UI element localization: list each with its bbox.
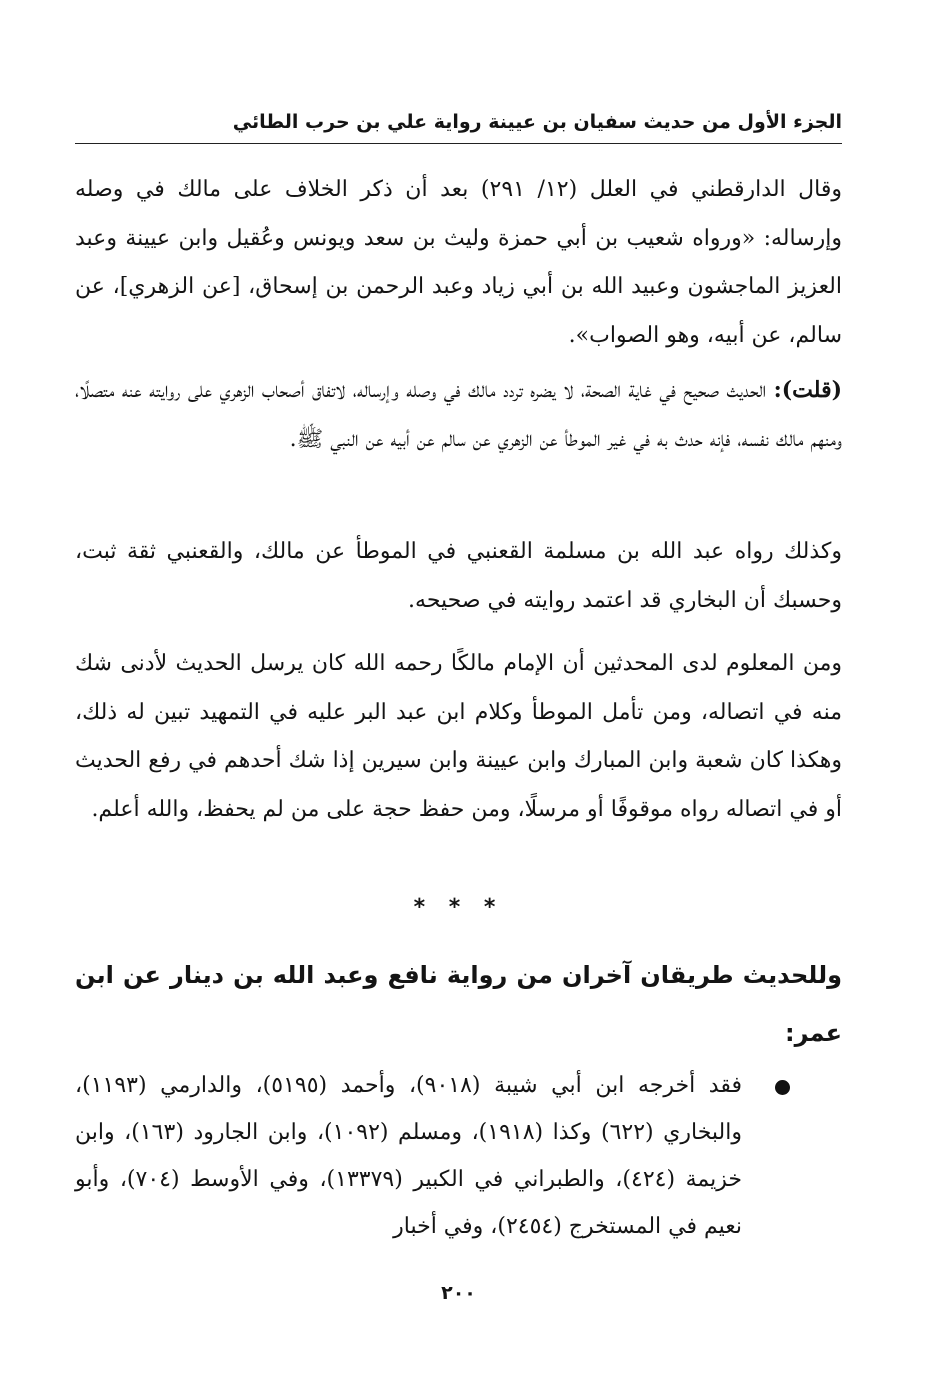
paragraph-text: الحديث صحيح في غاية الصحة، لا يضره تردد مالك في وصله وإرساله، لاتفاق أصحاب الزهري على روايته عنه متصلًا، ومنهم مالك نفسه، فإنه حدث به في غير الموطأ عن الزهري عن سالم عن أبيه عن النبي ﷺ. <box>75 378 842 452</box>
paragraph-text: وقال الدارقطني في العلل (١٢/ ٢٩١) بعد أن ذكر الخلاف على مالك في وصله وإرساله: «ورواه شعيب بن أبي حمزة وليث بن سعد ويونس وعُقيل وابن عيينة وعبد العزيز الماجشون وعبيد الله بن أبي زياد وعبد الرحمن بن إسحاق، [عن الزهري]، عن سالم، عن أبيه، وهو الصواب». <box>75 177 843 348</box>
header-rule <box>75 143 842 144</box>
section-heading: وللحديث طريقان آخران من رواية نافع وعبد الله بن دينار عن ابن عمر: <box>75 961 842 1047</box>
bullet-icon <box>775 1080 790 1095</box>
paragraph-daraqutni-quote <box>75 166 842 360</box>
qultu-label: (قلت): <box>773 377 842 403</box>
section-separator: * * * <box>413 895 504 920</box>
paragraph-text: ومن المعلوم لدى المحدثين أن الإمام مالكًا رحمه الله كان يرسل الحديث لأدنى شك منه في اتصاله، ومن تأمل الموطأ وكلام ابن عبد البر عليه في التمهيد تبين له ذلك، وهكذا كان شعبة وابن المبارك وابن عيينة وابن سيرين إذا شك أحدهم في رفع الحديث أو في اتصاله رواه موقوفًا أو مرسلًا، ومن حفظ حجة على من لم يحفظ، والله أعلم. <box>75 651 842 822</box>
running-head-title: الجزء الأول من حديث سفيان بن عيينة رواية علي بن حرب الطائي <box>232 111 842 133</box>
paragraph-author-comment <box>75 366 842 464</box>
paragraph-malik-irsal <box>75 640 842 834</box>
page-number: ٢٠٠ <box>441 1282 476 1304</box>
paragraph-text: وكذلك رواه عبد الله بن مسلمة القعنبي في الموطأ عن مالك، والقعنبي ثقة ثبت، وحسبك أن البخاري قد اعتمد روايته في صحيحه. <box>75 539 842 613</box>
paragraph-qanabi-narration <box>75 528 842 625</box>
list-item-text: فقد أخرجه ابن أبي شيبة (٩٠١٨)، وأحمد (٥١٩٥)، والدارمي (١١٩٣)، والبخاري (٦٢٢) وكذا (١٩١٨)، ومسلم (١٠٩٢)، وابن الجارود (١٦٣)، وابن خزيمة (٤٢٤)، والطبراني في الكبير (١٣٣٧٩)، وفي الأوسط (٧٠٤)، وأبو نعيم في المستخرج (٢٤٥٤)، وفي أخبار <box>75 1073 743 1239</box>
